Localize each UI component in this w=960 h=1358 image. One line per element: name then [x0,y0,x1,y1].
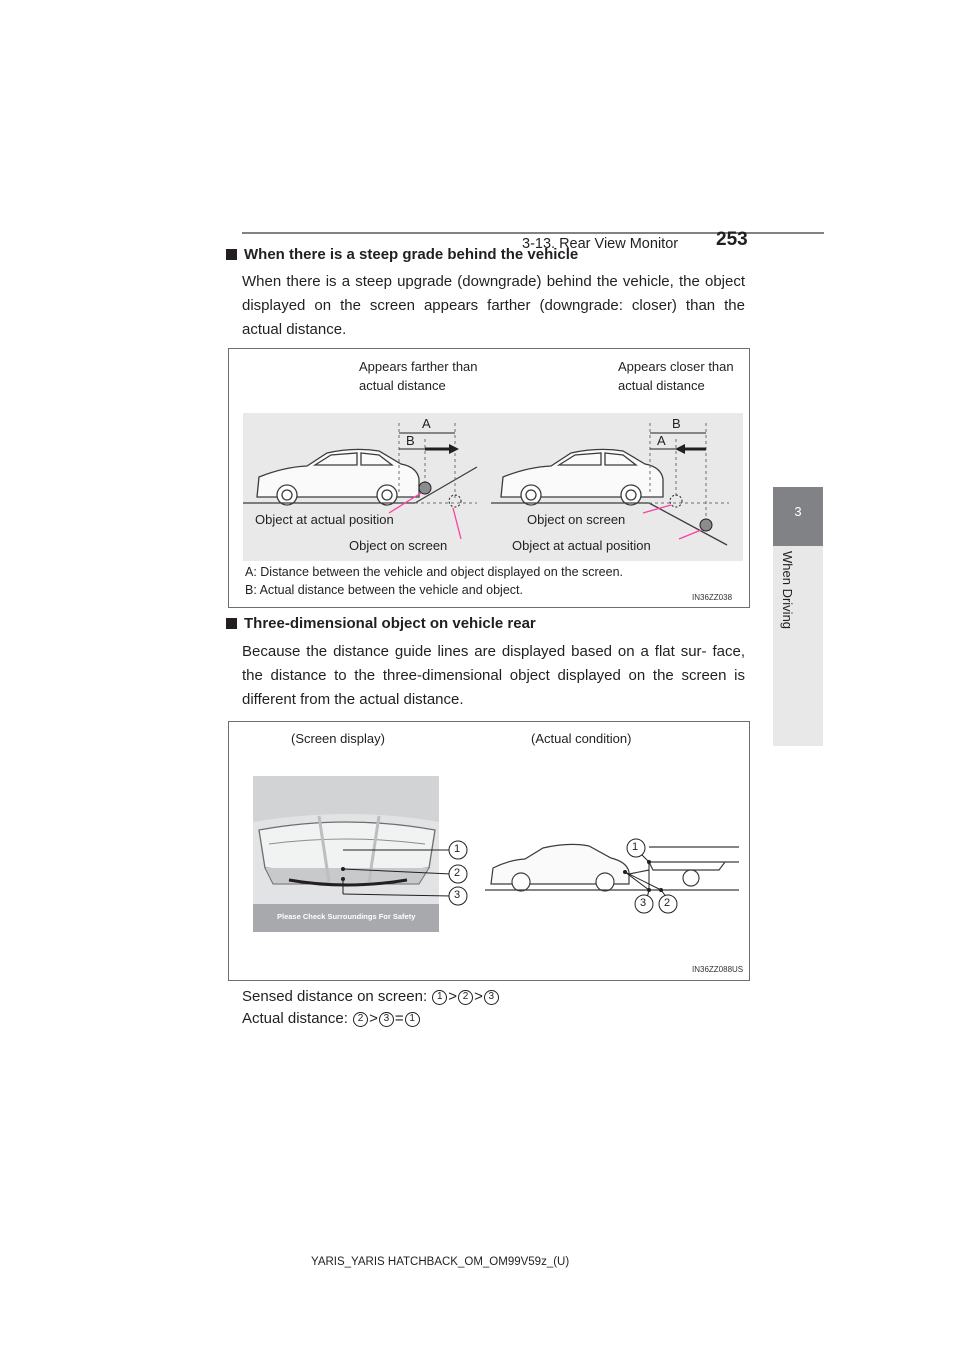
label-dimension-a-right: A [657,433,666,448]
sensed-distance-line [242,986,500,1008]
circled-3-icon: 3 [379,1012,394,1027]
label-screen-display: (Screen display) [291,731,385,746]
callout-1-screen: 1 [454,843,461,855]
actual-distance-line [242,1008,421,1030]
screen-banner-text: Please Check Surroundings For Safety [277,912,416,921]
actual-distance-label: Actual distance: [242,1010,348,1027]
page-number: 253 [716,229,748,250]
section-paragraph-steep-grade: When there is a steep upgrade (downgrade) behind the vehicle, the object displayed on the screen appears farther (downgrade: closer) than the actual distance. [242,273,745,338]
label-dimension-a-left: A [422,416,431,431]
object-actual-left-icon [419,482,431,494]
chapter-tab-label: When Driving [780,551,795,630]
label-object-screen-right: Object on screen [527,512,626,527]
figure-three-dimensional [228,721,750,981]
circled-2-icon: 2 [353,1012,368,1027]
label-object-screen-left: Object on screen [349,538,448,553]
gt-symbol: > [369,1010,378,1027]
section-title-steep-grade [226,246,578,263]
label-object-actual-left: Object at actual position [255,512,394,527]
figure-steep-grade [228,348,750,608]
section-paragraph-three-dimensional: Because the distance guide lines are displayed based on a flat sur- face, the distance to the three-dimensional object displayed on the screen is different from the actual distance. [242,643,745,708]
callout-2-actual: 2 [664,897,671,909]
circled-2-icon: 2 [458,990,473,1005]
footer-text: YARIS_YARIS HATCHBACK_OM_OM99V59z_(U) [311,1256,570,1268]
legend-a: A: Distance between the vehicle and object displayed on the screen. [245,565,624,579]
trailer-icon [629,847,739,886]
bullet-square-icon [226,249,237,260]
label-appears-closer: Appears closer than actual distance [618,359,734,393]
circled-3-icon: 3 [484,990,499,1005]
callout-3-screen: 3 [454,889,461,901]
gt-symbol: > [474,988,483,1005]
callout-2-screen: 2 [454,867,461,879]
label-dimension-b-left: B [406,433,415,448]
callout-3-actual: 3 [640,897,647,909]
label-dimension-b-right: B [672,416,681,431]
legend-b: B: Actual distance between the vehicle and object. [245,583,523,597]
bullet-square-icon [226,618,237,629]
header-title: 3-13. Rear View Monitor [522,236,679,252]
eq-symbol: = [394,1010,404,1027]
sensed-distance-label: Sensed distance on screen: [242,988,428,1005]
label-appears-farther: Appears farther than actual distance [359,359,478,393]
section-title-three-dimensional [226,615,536,632]
label-object-actual-right: Object at actual position [512,538,651,553]
circled-1-icon: 1 [432,990,447,1005]
figure-code: IN36ZZ088US [692,965,744,974]
section-title-text: Three-dimensional object on vehicle rear [244,615,536,632]
label-actual-condition: (Actual condition) [531,731,632,746]
section-title-text: When there is a steep grade behind the vehicle [244,246,579,263]
chapter-tab-number: 3 [794,504,802,519]
circled-1-icon: 1 [405,1012,420,1027]
car-icon-actual [491,844,629,891]
three-dimensional-illustration [229,722,749,980]
gt-symbol: > [448,988,458,1005]
callout-1-actual: 1 [632,841,639,853]
figure-code: IN36ZZ038 [692,593,733,602]
object-actual-right-icon [700,519,712,531]
